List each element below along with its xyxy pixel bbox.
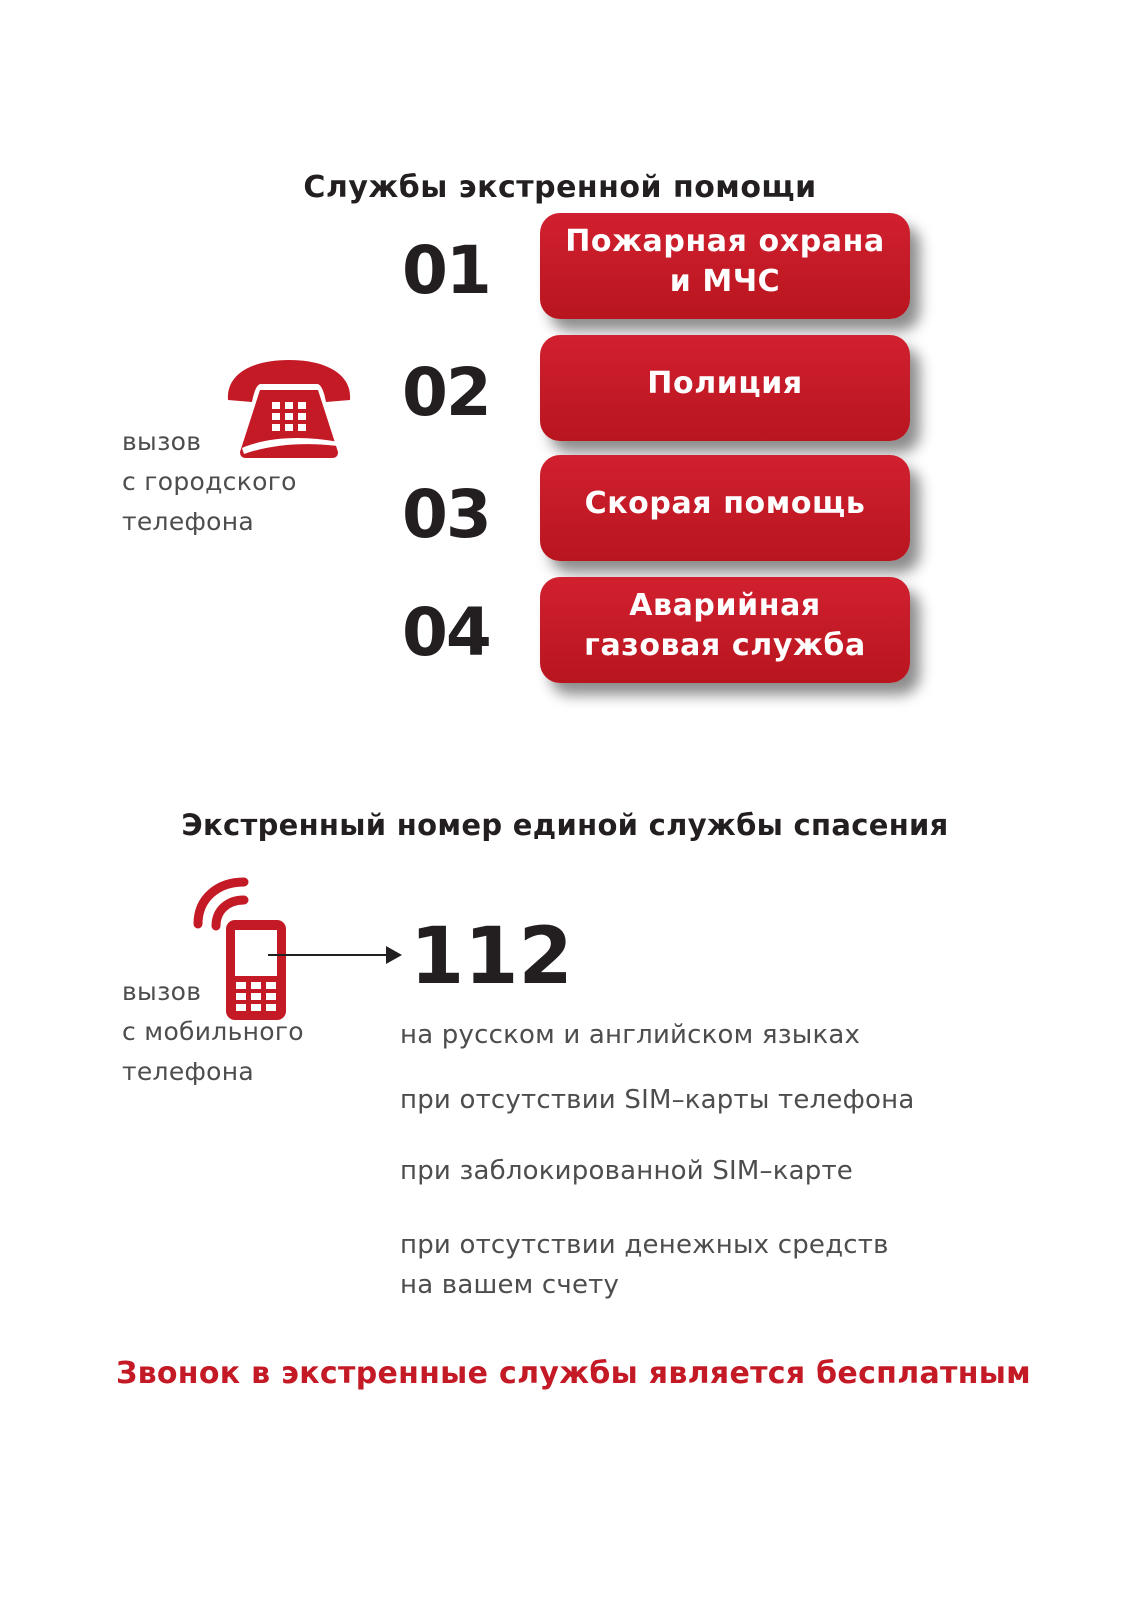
condition-line: при заблокированной SIM–карте	[400, 1156, 854, 1186]
service-name-line: Полиция	[647, 366, 803, 401]
condition-line: при отсутствии SIM–карты телефона	[400, 1085, 915, 1115]
emergency-services-title: Службы экстренной помощи	[303, 170, 817, 205]
mobile-call-label	[122, 972, 304, 1092]
service-name-line: Скорая помощь	[584, 486, 866, 521]
emergency-number-112: 112	[410, 912, 573, 1002]
unified-rescue-title: Экстренный номер единой службы спасения	[181, 808, 949, 842]
condition-blocked-sim	[400, 1151, 853, 1191]
landline-label-line: с городского	[122, 467, 297, 496]
condition-line: при отсутствии денежных средств	[400, 1230, 889, 1260]
service-name-line: Пожарная охрана	[565, 224, 885, 259]
landline-call-label	[122, 422, 297, 542]
service-number-04: 04	[402, 594, 490, 671]
service-fire-rescue	[540, 213, 910, 319]
condition-line: на вашем счету	[400, 1270, 620, 1300]
condition-languages	[400, 1015, 860, 1055]
mobile-label-line: телефона	[122, 1057, 255, 1086]
service-name-line: Аварийная	[629, 588, 821, 623]
condition-line: на русском и английском языках	[400, 1020, 861, 1050]
service-number-01: 01	[402, 232, 490, 309]
landline-label-line: вызов	[122, 427, 202, 456]
service-number-02: 02	[402, 354, 490, 431]
service-police	[540, 335, 910, 441]
condition-no-sim	[400, 1080, 914, 1120]
mobile-label-line: с мобильного	[122, 1017, 304, 1046]
service-ambulance	[540, 455, 910, 561]
free-call-notice: Звонок в экстренные службы является бесплатным	[116, 1356, 1031, 1391]
landline-label-line: телефона	[122, 507, 255, 536]
mobile-label-line: вызов	[122, 977, 202, 1006]
service-name-line: газовая служба	[584, 628, 866, 663]
condition-no-funds	[400, 1225, 889, 1305]
service-number-03: 03	[402, 476, 490, 553]
service-name-line: и МЧС	[669, 264, 781, 299]
service-gas-emergency	[540, 577, 910, 683]
